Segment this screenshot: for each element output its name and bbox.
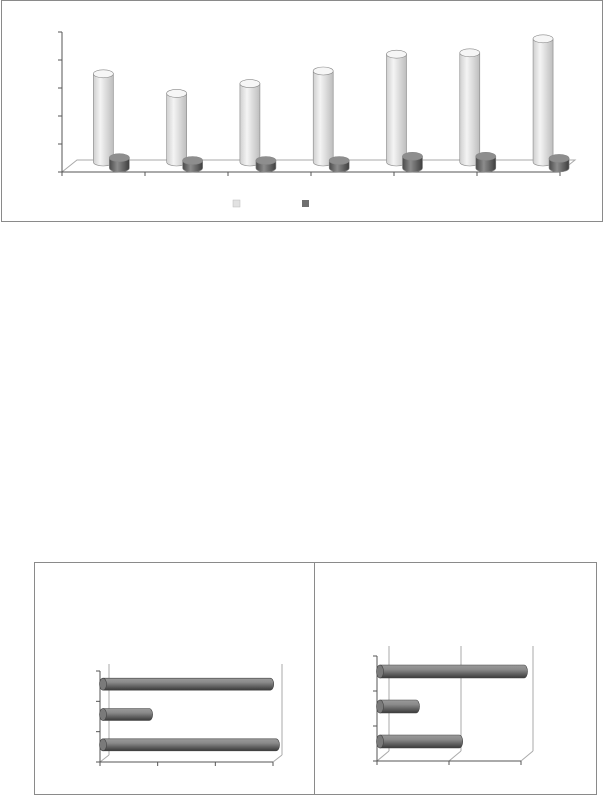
- bar-cylinder: [100, 678, 274, 690]
- series-a-cylinder-top: [167, 89, 187, 97]
- floor-right-edge: [521, 751, 533, 761]
- floor-left-edge: [377, 751, 389, 761]
- series-a-cylinder: [460, 49, 480, 166]
- series-b-cylinder-top: [402, 152, 422, 160]
- legend-marker-series-a: [233, 200, 240, 207]
- series-a-cylinder-top: [93, 70, 113, 78]
- series-a-cylinder-top: [460, 49, 480, 57]
- legend-marker-series-b: [302, 200, 309, 207]
- series-b-cylinder: [402, 152, 422, 172]
- bar-cylinder-body: [103, 678, 274, 690]
- series-b-cylinder-top: [109, 154, 129, 162]
- bar-cylinder-body: [380, 665, 528, 678]
- bar-cylinder-body: [380, 735, 463, 748]
- bar-chart-left: [35, 563, 317, 796]
- bar-chart-right: [315, 563, 598, 796]
- bar-cylinder: [100, 739, 280, 751]
- series-b-cylinder-top: [183, 157, 203, 165]
- bar-cylinder: [377, 735, 463, 748]
- bar-cylinder-body: [103, 739, 280, 751]
- series-a-cylinder-body: [240, 84, 260, 166]
- series-b-cylinder-top: [256, 157, 276, 165]
- bar-cylinder-body: [380, 700, 420, 713]
- series-a-cylinder: [240, 80, 260, 166]
- series-a-cylinder: [93, 70, 113, 166]
- bar-cylinder: [377, 665, 528, 678]
- bar-cylinder-cap: [377, 735, 384, 748]
- gridline-floor: [449, 751, 461, 761]
- series-b-cylinder: [109, 154, 129, 172]
- series-a-cylinder: [533, 35, 553, 166]
- series-a-cylinder: [313, 67, 333, 166]
- bar-cylinder: [100, 709, 153, 721]
- series-a-cylinder-body: [93, 74, 113, 166]
- bar-chart-left-panel: [34, 562, 316, 795]
- column-chart: [2, 1, 603, 223]
- series-b-cylinder: [476, 152, 496, 172]
- bar-cylinder-body: [103, 709, 153, 721]
- series-a-cylinder: [167, 89, 187, 166]
- series-a-cylinder-top: [313, 67, 333, 75]
- series-b-cylinder: [256, 157, 276, 173]
- series-a-cylinder-body: [460, 53, 480, 166]
- floor-right-edge: [273, 755, 282, 762]
- bar-cylinder-cap: [377, 700, 384, 713]
- bar-cylinder-cap: [100, 709, 107, 721]
- series-a-cylinder-body: [167, 93, 187, 166]
- series-a-cylinder-top: [386, 50, 406, 58]
- series-b-cylinder: [329, 157, 349, 173]
- series-a-cylinder-body: [386, 54, 406, 166]
- series-b-cylinder: [549, 154, 569, 172]
- series-a-cylinder-top: [240, 80, 260, 88]
- series-b-cylinder-top: [549, 154, 569, 162]
- series-a-cylinder: [386, 50, 406, 166]
- series-b-cylinder: [183, 157, 203, 173]
- series-a-cylinder-body: [313, 71, 333, 166]
- bar-cylinder-cap: [100, 739, 107, 751]
- floor-left-edge: [100, 755, 109, 762]
- bar-chart-right-panel: [314, 562, 597, 795]
- series-a-cylinder-body: [533, 39, 553, 166]
- bar-cylinder-cap: [100, 678, 107, 690]
- bar-cylinder-cap: [377, 665, 384, 678]
- series-b-cylinder-top: [329, 157, 349, 165]
- series-a-cylinder-top: [533, 35, 553, 43]
- series-b-cylinder-top: [476, 152, 496, 160]
- column-chart-panel: [1, 0, 603, 222]
- bar-cylinder: [377, 700, 420, 713]
